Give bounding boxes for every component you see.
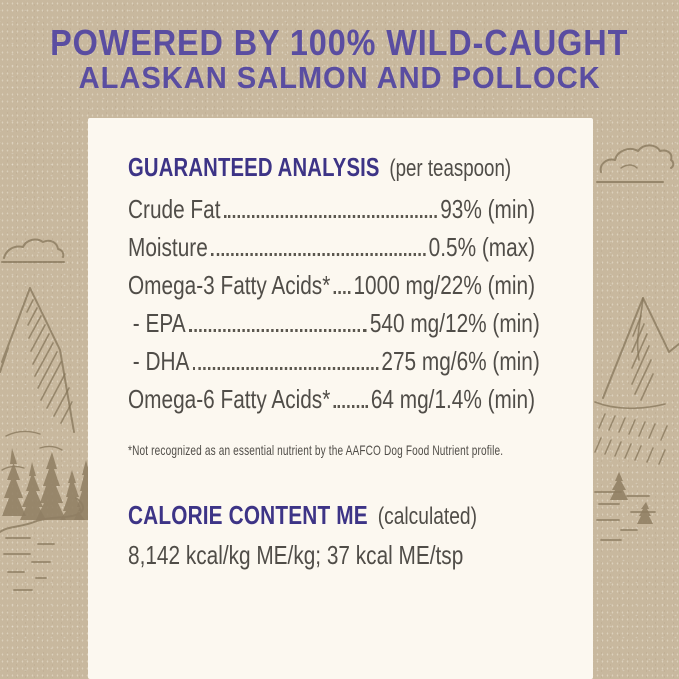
dot-leader <box>224 215 437 218</box>
dot-leader <box>211 253 426 256</box>
mountain-sketch-icon <box>0 288 74 470</box>
analysis-row-value: 0.5% (max) <box>428 232 535 262</box>
left-margin-sketch <box>0 0 88 679</box>
analysis-row-label: Omega-3 Fatty Acids* <box>128 270 331 300</box>
hatch-field-icon <box>595 414 667 464</box>
analysis-row-value: 93% (min) <box>440 194 535 224</box>
calorie-content-section <box>128 500 535 573</box>
analysis-row <box>128 342 540 380</box>
right-margin-sketch <box>591 0 679 679</box>
analysis-row-label: Omega-6 Fatty Acids* <box>128 384 331 414</box>
analysis-row <box>128 304 540 342</box>
headline-line-1: POWERED BY 100% WILD-CAUGHT <box>50 22 629 63</box>
dot-leader <box>334 291 351 294</box>
analysis-row <box>128 380 535 418</box>
headline <box>0 24 679 94</box>
small-pine-trees-icon <box>610 472 653 524</box>
calorie-content-value: 8,142 kcal/kg ME/kg; 37 kcal ME/tsp <box>128 540 464 570</box>
calorie-content-subtitle: (calculated) <box>377 503 477 530</box>
analysis-row-value: 1000 mg/22% (min) <box>353 270 535 300</box>
pine-trees-icon <box>2 448 88 520</box>
analysis-row-value: 64 mg/1.4% (min) <box>370 384 535 414</box>
analysis-row <box>128 190 535 228</box>
guaranteed-analysis-title: GUARANTEED ANALYSIS <box>128 152 380 182</box>
nutrition-card <box>88 118 593 679</box>
analysis-row-label: - DHA <box>132 346 190 376</box>
analysis-rows <box>128 190 540 418</box>
calorie-content-heading <box>128 500 535 531</box>
analysis-row-label: - EPA <box>132 308 186 338</box>
analysis-row-value: 540 mg/12% (min) <box>369 308 540 338</box>
analysis-row-label: Moisture <box>128 232 208 262</box>
shoreline-sketch-icon <box>0 498 83 590</box>
dot-leader <box>193 367 379 370</box>
analysis-row <box>128 266 535 304</box>
aafco-footnote: *Not recognized as an essential nutrient by the AAFCO Dog Food Nutrient profile. <box>128 442 504 458</box>
analysis-row <box>128 228 535 266</box>
dot-leader <box>334 405 368 408</box>
calorie-content-title: CALORIE CONTENT ME <box>128 500 368 530</box>
water-dashes-icon <box>595 492 655 540</box>
dot-leader <box>189 329 367 332</box>
mountain-sketch-icon <box>595 298 679 408</box>
cloud-sketch-icon <box>2 240 64 262</box>
guaranteed-analysis-heading <box>128 152 534 183</box>
analysis-row-value: 275 mg/6% (min) <box>381 346 540 376</box>
cloud-sketch-icon <box>597 145 673 182</box>
headline-line-2: ALASKAN SALMON AND POLLOCK <box>78 60 601 95</box>
analysis-row-label: Crude Fat <box>128 194 221 224</box>
guaranteed-analysis-subtitle: (per teaspoon) <box>389 155 512 182</box>
